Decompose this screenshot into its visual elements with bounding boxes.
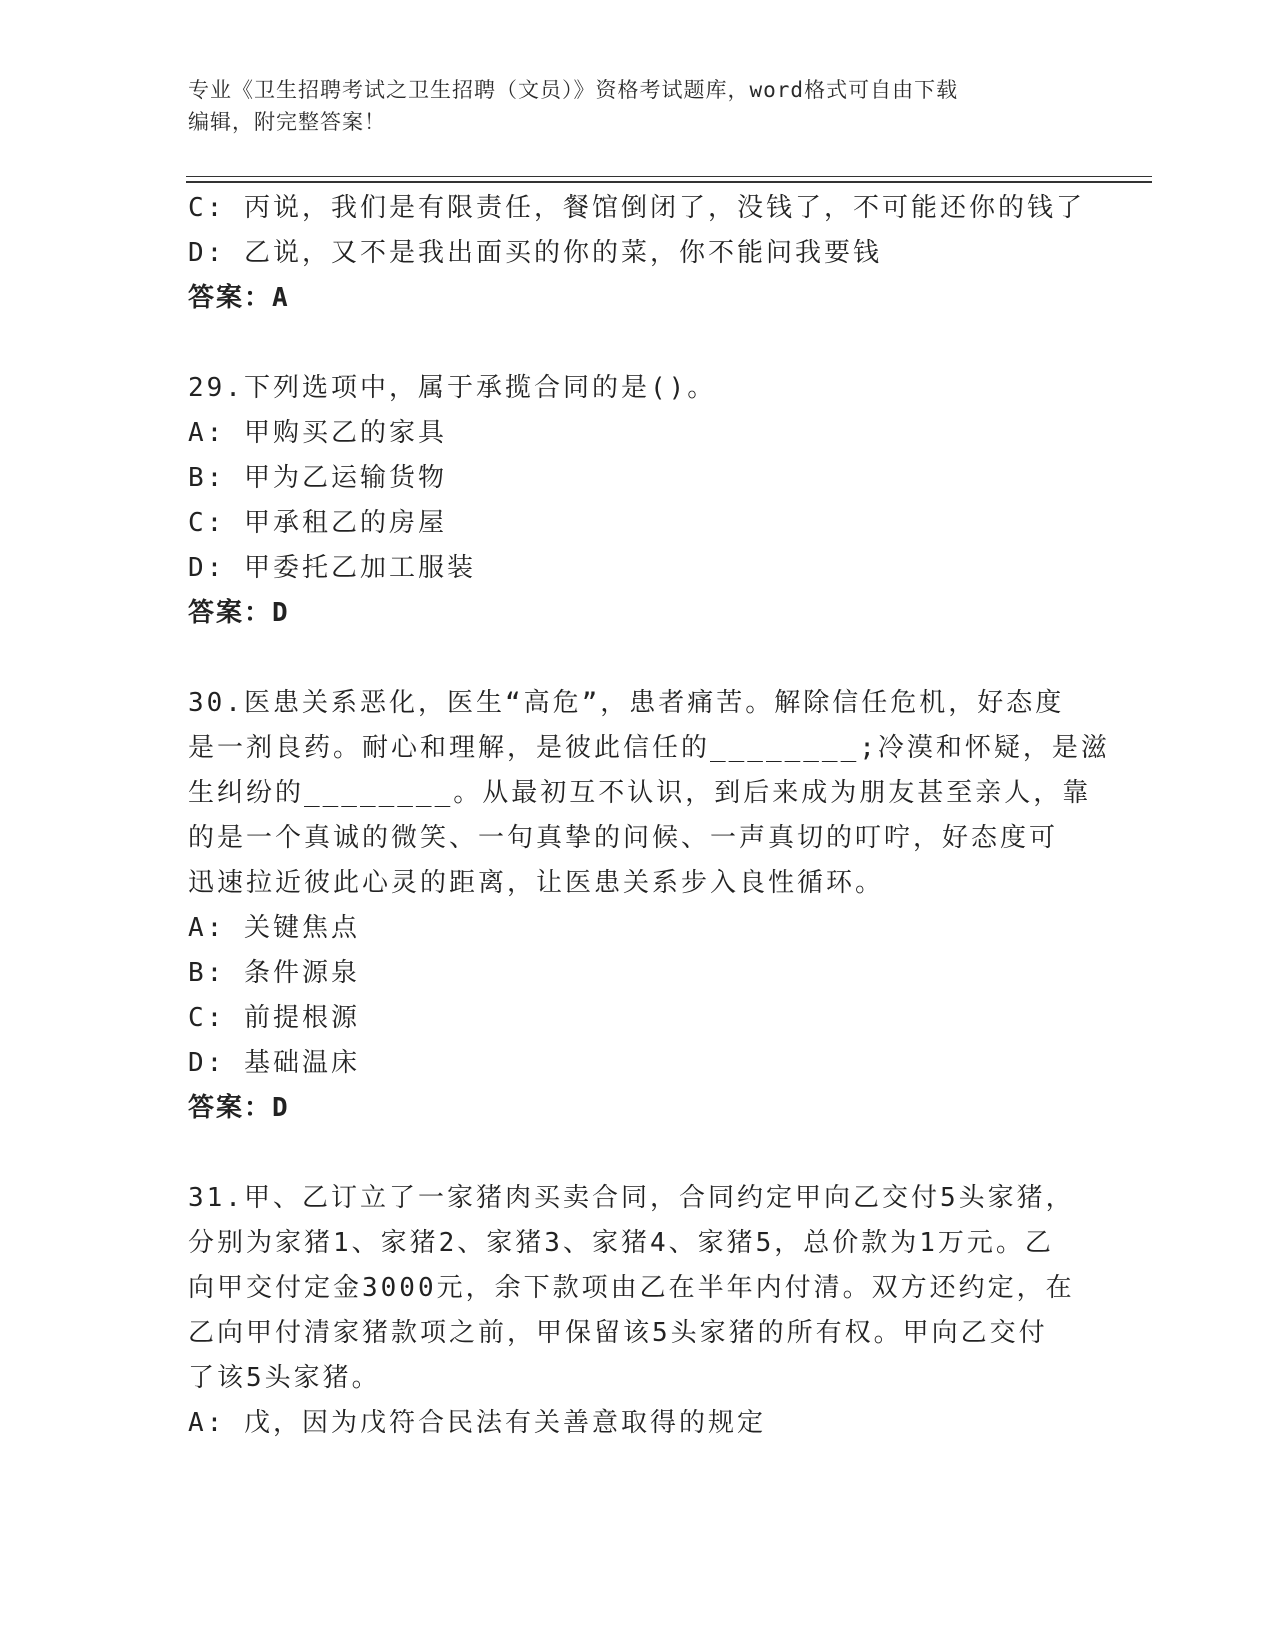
- question-stem: [188, 681, 1110, 906]
- question-30: [188, 681, 1110, 1131]
- option-c: C: 甲承租乙的房屋: [188, 508, 447, 538]
- stem-line: 向甲交付定金3000元，余下款项由乙在半年内付清。双方还约定，在: [188, 1273, 1075, 1303]
- spacer: [188, 321, 1088, 366]
- stem-line: 生纠纷的________。从最初互不认识，到后来成为朋友甚至亲人，靠: [188, 778, 1092, 808]
- previous-question-tail: [188, 186, 1088, 321]
- header-line-2: 编辑，附完整答案！: [188, 110, 386, 134]
- question-content: [188, 186, 1110, 1446]
- option-d: D: 基础温床: [188, 1048, 360, 1078]
- option-a: A: 戊，因为戊符合民法有关善意取得的规定: [188, 1408, 766, 1438]
- option-a: A: 甲购买乙的家具: [188, 418, 447, 448]
- stem-line: 迅速拉近彼此心灵的距离，让医患关系步入良性循环。: [188, 868, 885, 898]
- option-c: C: 丙说，我们是有限责任，餐馆倒闭了，没钱了，不可能还你的钱了: [188, 193, 1085, 223]
- question-31: [188, 1176, 1088, 1446]
- option-d: D: 乙说，又不是我出面买的你的菜，你不能问我要钱: [188, 238, 882, 268]
- header-divider-thick: [186, 181, 1152, 183]
- stem-line: 了该5头家猪。: [188, 1363, 381, 1393]
- spacer: [188, 1131, 1088, 1176]
- option-b: B: 甲为乙运输货物: [188, 463, 447, 493]
- stem-line: 30.医患关系恶化，医生“高危”，患者痛苦。解除信任危机，好态度: [188, 688, 1065, 718]
- spacer: [188, 636, 1088, 681]
- answer-line: 答案：D: [188, 1093, 290, 1123]
- stem-line: 乙向甲付清家猪款项之前，甲保留该5头家猪的所有权。甲向乙交付: [188, 1318, 1048, 1348]
- stem-line: 29.下列选项中，属于承揽合同的是()。: [188, 373, 717, 403]
- question-stem: [188, 366, 1088, 411]
- question-29: [188, 366, 1088, 636]
- stem-line: 31.甲、乙订立了一家猪肉买卖合同，合同约定甲向乙交付5头家猪，: [188, 1183, 1075, 1213]
- answer-line: 答案：D: [188, 598, 290, 628]
- answer-line: 答案：A: [188, 283, 290, 313]
- stem-line: 是一剂良药。耐心和理解，是彼此信任的________;冷漠和怀疑，是滋: [188, 733, 1110, 763]
- stem-line: 分别为家猪1、家猪2、家猪3、家猪4、家猪5，总价款为1万元。乙: [188, 1228, 1054, 1258]
- option-b: B: 条件源泉: [188, 958, 360, 988]
- option-a: A: 关键焦点: [188, 913, 360, 943]
- stem-line: 的是一个真诚的微笑、一句真挚的问候、一声真切的叮咛，好态度可: [188, 823, 1059, 853]
- header-divider-thin: [186, 176, 1152, 177]
- document-header: [188, 74, 1088, 138]
- option-d: D: 甲委托乙加工服装: [188, 553, 476, 583]
- header-line-1: 专业《卫生招聘考试之卫生招聘（文员）》资格考试题库，word格式可自由下载: [188, 78, 959, 102]
- question-stem: [188, 1176, 1088, 1401]
- option-c: C: 前提根源: [188, 1003, 360, 1033]
